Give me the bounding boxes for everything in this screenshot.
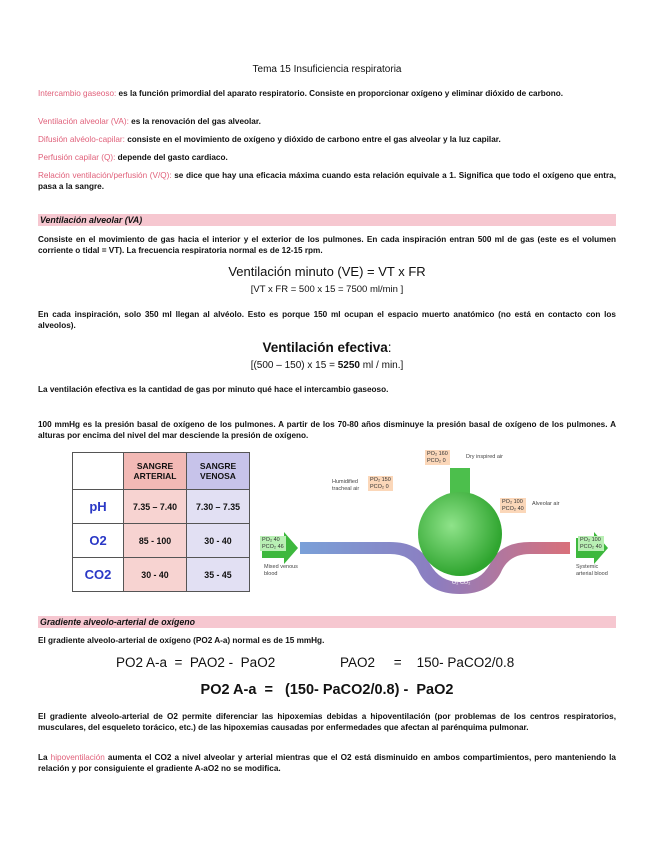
section-heading-ventilacion: Ventilación alveolar (VA) — [38, 214, 616, 226]
formula-gradiente-expanded: PO2 A-a = (150- PaCO2/0.8) - PaO2 — [200, 682, 454, 698]
arterial-label: Systemic arterial blood — [576, 564, 608, 577]
term-hipoventilacion: hipoventilación — [50, 753, 105, 762]
formula-gradiente: PO2 A-a = PAO2 - PaO2 — [116, 655, 276, 670]
paragraph: El gradiente alveolo-arterial de oxígeno (PO2 A-a) normal es de 15 mmHg. — [38, 636, 325, 645]
formula-title: Ventilación efectiva — [262, 340, 388, 355]
pco2-value: PCO₂ 40 — [502, 505, 524, 512]
def-text: es la renovación del gas alveolar. — [128, 117, 261, 126]
def-difusion — [38, 134, 616, 145]
po2-value: PO₂ 160 — [427, 451, 448, 457]
formula-ventilacion-minuto: Ventilación minuto (VE) = VT x FR — [228, 264, 426, 279]
cell-arterial: 85 - 100 — [124, 524, 187, 558]
gas-label: O₂ CO₂ — [452, 580, 471, 586]
pco2-value: PCO₂ 46 — [262, 543, 284, 550]
row-label: pH — [73, 490, 124, 524]
pco2-value: PCO₂ 40 — [580, 543, 602, 550]
alveolar-label: Alveolar air — [532, 501, 560, 507]
paragraph: La ventilación efectiva es la cantidad de gas por minuto qué hace el intercambio gaseoso. — [38, 385, 389, 394]
formula-ventilacion-efectiva-calc — [38, 360, 616, 371]
dry-air-label: Dry inspired air — [466, 454, 503, 460]
def-ventilacion — [38, 116, 616, 127]
def-intercambio — [38, 88, 616, 99]
paragraph: Consiste en el movimiento de gas hacia el interior y el exterior de los pulmones. En cada inspiración entran 500 ml de gas (este es el volumen corriente o tidal = VT). La frecuencia respiratoria normal es de 12-15 rpm. — [38, 235, 616, 255]
cell-venosa: 30 - 40 — [187, 524, 250, 558]
section-heading-gradiente: Gradiente alveolo-arterial de oxígeno — [38, 616, 616, 628]
formula-result: 5250 — [337, 360, 360, 371]
pco2-value: PCO₂ 0 — [427, 457, 446, 464]
text-part: La — [38, 753, 51, 762]
row-label: CO2 — [73, 558, 124, 592]
def-text: es la función primordial del aparato respiratorio. Consiste en proporcionar oxígeno y eliminar dióxido de carbono. — [116, 89, 564, 98]
cell-arterial: 7.35 – 7.40 — [124, 490, 187, 524]
paragraph: El gradiente alveolo-arterial de O2 permite diferenciar las hipoxemias debidas a hipoventilación (por problemas de los centros respiratorios, musculares, del esqueleto torácico, etc.) de las hipoxemias causadas por enfermedades que afectan al parénquima pulmonar. — [38, 712, 616, 732]
alveolar-values — [500, 498, 526, 513]
paragraph-hipoventilacion — [38, 752, 616, 774]
cell-arterial: 30 - 40 — [124, 558, 187, 592]
formula-gradiente-line — [38, 655, 616, 673]
header-arterial: SANGRE ARTERIAL — [124, 453, 187, 490]
humidified-label: Humidified tracheal air — [332, 479, 360, 492]
row-label: O2 — [73, 524, 124, 558]
formula-part: [(500 – 150) x 15 = — [250, 360, 338, 371]
formula-colon: : — [387, 340, 392, 355]
cell-venosa: 7.30 – 7.35 — [187, 490, 250, 524]
def-relacion — [38, 170, 616, 192]
formula-ventilacion-minuto-calc: [VT x FR = 500 x 15 = 7500 ml/min ] — [250, 284, 404, 295]
po2-value: PO₂ 100 — [580, 537, 601, 543]
humidified-values — [368, 476, 393, 491]
table-row — [73, 558, 250, 592]
def-term: Intercambio gaseoso: — [38, 89, 117, 98]
def-text: depende del gasto cardiaco. — [115, 153, 228, 162]
def-text: se dice que hay una eficacia máxima cuando esta relación equivale a 1. Significa que todo el oxígeno que entra, pasa a la sangre. — [38, 171, 617, 191]
formula-ventilacion-efectiva — [38, 340, 616, 355]
def-term: Ventilación alveolar (VA): — [38, 117, 129, 126]
text-part: aumenta el CO2 a nivel alveolar y arterial mientras que el O2 está disminuido en ambos compartimientos, pero manteniendo la relación y por consiguiente el gradiente A-aO2 no se modifica. — [38, 753, 616, 773]
def-term: Difusión alvéolo-capilar: — [38, 135, 125, 144]
table-corner — [73, 453, 124, 490]
po2-value: PO₂ 150 — [370, 477, 391, 483]
table-row — [73, 490, 250, 524]
formula-pao2: PAO2 = 150- PaCO2/0.8 — [340, 655, 515, 670]
po2-value: PO₂ 40 — [262, 537, 280, 543]
def-text: consiste en el movimiento de oxígeno y dióxido de carbono entre el gas alveolar y la luz capilar. — [124, 135, 501, 144]
def-term: Perfusión capilar (Q): — [38, 153, 116, 162]
gas-exchange-diagram — [260, 446, 616, 596]
page-title: Tema 15 Insuficiencia respiratoria — [252, 64, 402, 75]
alveolus-diagram-graphic — [260, 446, 616, 596]
header-venosa: SANGRE VENOSA — [187, 453, 250, 490]
def-perfusion — [38, 152, 616, 163]
arterial-values — [578, 536, 604, 551]
blood-gas-table — [72, 452, 250, 592]
formula-part: ml / min.] — [359, 360, 404, 371]
mixed-venous-values — [260, 536, 286, 551]
pco2-value: PCO₂ 0 — [370, 483, 389, 490]
paragraph: 100 mmHg es la presión basal de oxígeno de los pulmones. A partir de los 70-80 años disminuye la presión basal de oxígeno de los pulmones. A alturas por encima del nivel del mar desciende la presión de oxígeno. — [38, 420, 616, 440]
paragraph: En cada inspiración, solo 350 ml llegan al alvéolo. Esto es porque 150 ml ocupan el espacio muerto anatómico (no está en contacto con los alveolos). — [38, 310, 616, 330]
def-term: Relación ventilación/perfusión (V/Q): — [38, 171, 172, 180]
cell-venosa: 35 - 45 — [187, 558, 250, 592]
dry-air-values — [425, 450, 450, 465]
po2-value: PO₂ 100 — [502, 499, 523, 505]
table-row — [73, 524, 250, 558]
mixed-venous-label: Mixed venous blood — [264, 564, 298, 577]
